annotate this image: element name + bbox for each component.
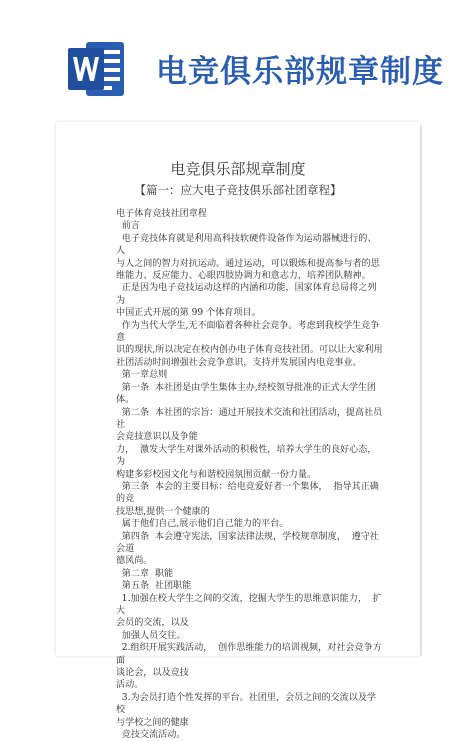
body-line: 第一条 本社团是由学生集体主办,经校领导批准的正式大学生团体。 [116,382,377,406]
body-line: 第二章 职能 [116,568,174,579]
body-line: 德风尚。 [116,556,153,567]
body-line: 作为当代大学生,无不面临着各种社会竞争。考虑到我校学生竞争意 [116,320,380,344]
body-line: 第四条 本会遵守宪法，国家法律法规，学校规章制度， 遵守社会道 [116,531,379,554]
body-line: 第一章总则 [116,370,168,381]
body-line: 1.加强在校大学生之间的交流，挖掘大学生的思维意识能力， 扩大 [116,593,382,616]
body-line: 正是因为电子竞技运动这样的内涵和功能，国家体育总局将之列为 [116,283,377,306]
body-line: 会竞技意识以及争能 [116,432,198,443]
document-subtitle: 【篇一：应大电子竞技俱乐部社团章程】 [134,183,342,197]
body-line: 竞技交流活动。 [116,730,186,741]
banner-header [0,0,474,118]
body-line: 电子体育竞技社团章程 [116,209,207,219]
body-line: 技思想,提供一个健康的 [116,506,210,517]
body-line: 谈论会，以及竞技 [116,668,189,679]
body-line: 第五条 社团职能 [116,581,192,592]
body-line: 电子竞技体育就是利用高科技软硬件设备作为运动器械进行的、人 [116,233,377,257]
body-line: 与学校之间的健康 [116,717,189,728]
body-line: 2.组织开展实践活动， 创作思维能力的培训视频，对社会竞争方面 [116,643,382,666]
document-body [116,208,384,741]
banner-title: 电竞俱乐部规章制度 [156,54,444,90]
body-line: 力， 激发大学生对课外活动的积极性，培养大学生的良好心态，为 [116,444,377,468]
body-line: 第三条 本会的主要目标：给电竞爱好者一个集体， 指导其正确的竞 [116,481,379,505]
body-line: 中国正式开展的第 99 个体育项目。 [116,308,261,319]
body-line: 第二条 本社团的宗旨：通过开展技术交流和社团活动，提高社员社 [116,407,383,430]
body-line: 与人之间的智力对抗运动。通过运动，可以锻炼和提高参与者的思 [116,258,380,269]
body-line: 3.为会员打造个性发挥的平台。社团里，会员之间的交流以及学校 [116,692,377,716]
document-page [56,122,420,741]
body-line: 会员的交流，以及 [116,618,189,629]
body-line: 前言 [116,221,140,232]
body-line: 识的现状,所以决定在校内创办电子体育竞技社团。可以让大家利用 [116,345,383,356]
body-line: 构建多彩校园文化与和谐校园氛围贡献一份力量。 [116,469,317,480]
word-document-icon [68,38,126,100]
body-line: 社团活动时间增强社会竞争意识，支持并发展国内电竞事业。 [116,357,362,368]
body-line: 属于他们自己,展示他们自己能力的平台。 [116,519,289,530]
body-line: 活动。 [116,680,144,691]
body-line: 加强人员交往。 [116,630,186,641]
body-line: 维能力、反应能力、心眼四肢协调力和意志力，培养团队精神。 [116,271,371,282]
document-title: 电竞俱乐部规章制度 [170,160,306,178]
